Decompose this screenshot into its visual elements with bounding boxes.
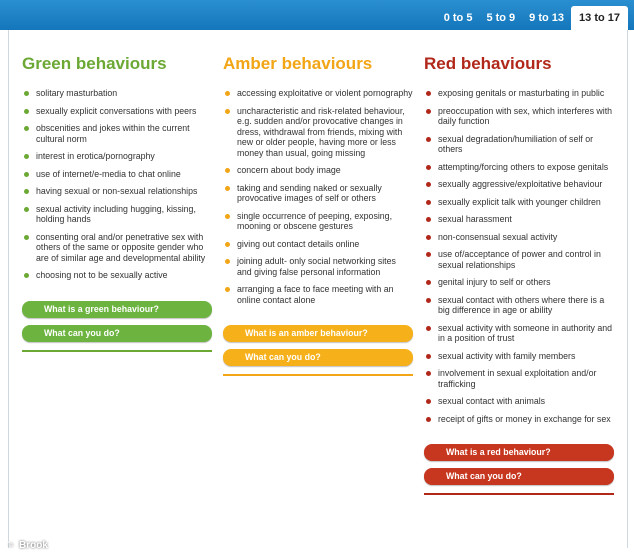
list-item: exposing genitals or masturbating in public: [424, 88, 614, 99]
what-is-green-button[interactable]: What is a green behaviour?: [22, 301, 212, 318]
list-item: sexual activity with family members: [424, 351, 614, 362]
red-column: [424, 54, 614, 495]
green-list: [22, 88, 212, 281]
list-item: involvement in sexual exploitation and/or trafficking: [424, 368, 614, 389]
header-bar: [0, 0, 634, 30]
list-item: single occurrence of peeping, exposing, mooning or obscene gestures: [223, 211, 413, 232]
list-item: sexual harassment: [424, 214, 614, 225]
list-item: receipt of gifts or money in exchange for sex: [424, 414, 614, 425]
amber-list: [223, 88, 413, 305]
list-item: preoccupation with sex, which interferes with daily function: [424, 106, 614, 127]
amber-column: [223, 54, 413, 376]
list-item: consenting oral and/or penetrative sex with others of the same or opposite gender who are of similar age and developmental ability: [22, 232, 212, 264]
list-item: sexual activity including hugging, kissing, holding hands: [22, 204, 212, 225]
copyright-icon: ©: [6, 541, 16, 551]
list-item: non-consensual sexual activity: [424, 232, 614, 243]
list-item: uncharacteristic and risk-related behaviour, e.g. sudden and/or provocative changes in dress, withdrawal from friends, mixing with new or older people, having more or less money than usual, going missing: [223, 106, 413, 159]
list-item: sexually explicit talk with younger children: [424, 197, 614, 208]
list-item: interest in erotica/pornography: [22, 151, 212, 162]
red-title: Red behaviours: [424, 54, 552, 73]
list-item: attempting/forcing others to expose genitals: [424, 162, 614, 173]
age-tabs: [437, 6, 628, 30]
list-item: taking and sending naked or sexually provocative images of self or others: [223, 183, 413, 204]
green-divider: [22, 350, 212, 352]
list-item: obscenities and jokes within the current cultural norm: [22, 123, 212, 144]
list-item: sexual contact with animals: [424, 396, 614, 407]
amber-what-can-you-do-button[interactable]: What can you do?: [223, 349, 413, 366]
list-item: use of internet/e-media to chat online: [22, 169, 212, 180]
green-what-can-you-do-button[interactable]: What can you do?: [22, 325, 212, 342]
amber-title: Amber behaviours: [223, 54, 373, 73]
tab-9-to-13[interactable]: 9 to 13: [529, 12, 565, 24]
list-item: choosing not to be sexually active: [22, 270, 212, 281]
what-is-amber-button[interactable]: What is an amber behaviour?: [223, 325, 413, 342]
watermark-text: Brook: [19, 540, 48, 551]
list-item: joining adult- only social networking sites and giving false personal information: [223, 256, 413, 277]
green-column: [22, 54, 212, 352]
tab-0-to-5[interactable]: 0 to 5: [443, 12, 473, 24]
list-item: arranging a face to face meeting with an online contact alone: [223, 284, 413, 305]
list-item: sexual degradation/humiliation of self or others: [424, 134, 614, 155]
amber-divider: [223, 374, 413, 376]
red-divider: [424, 493, 614, 495]
red-list: [424, 88, 614, 424]
list-item: concern about body image: [223, 165, 413, 176]
list-item: solitary masturbation: [22, 88, 212, 99]
list-item: having sexual or non-sexual relationships: [22, 186, 212, 197]
list-item: giving out contact details online: [223, 239, 413, 250]
list-item: sexual contact with others where there is a big difference in age or ability: [424, 295, 614, 316]
list-item: sexually explicit conversations with peers: [22, 106, 212, 117]
content-frame: [8, 30, 628, 548]
list-item: use of/acceptance of power and control in sexual relationships: [424, 249, 614, 270]
green-title: Green behaviours: [22, 54, 167, 73]
list-item: genital injury to self or others: [424, 277, 614, 288]
list-item: sexually aggressive/exploitative behaviour: [424, 179, 614, 190]
red-what-can-you-do-button[interactable]: What can you do?: [424, 468, 614, 485]
brook-watermark: [6, 540, 48, 551]
tab-13-to-17[interactable]: 13 to 17: [571, 6, 628, 30]
list-item: accessing exploitative or violent pornography: [223, 88, 413, 99]
tab-5-to-9[interactable]: 5 to 9: [486, 12, 516, 24]
what-is-red-button[interactable]: What is a red behaviour?: [424, 444, 614, 461]
list-item: sexual activity with someone in authority and in a position of trust: [424, 323, 614, 344]
